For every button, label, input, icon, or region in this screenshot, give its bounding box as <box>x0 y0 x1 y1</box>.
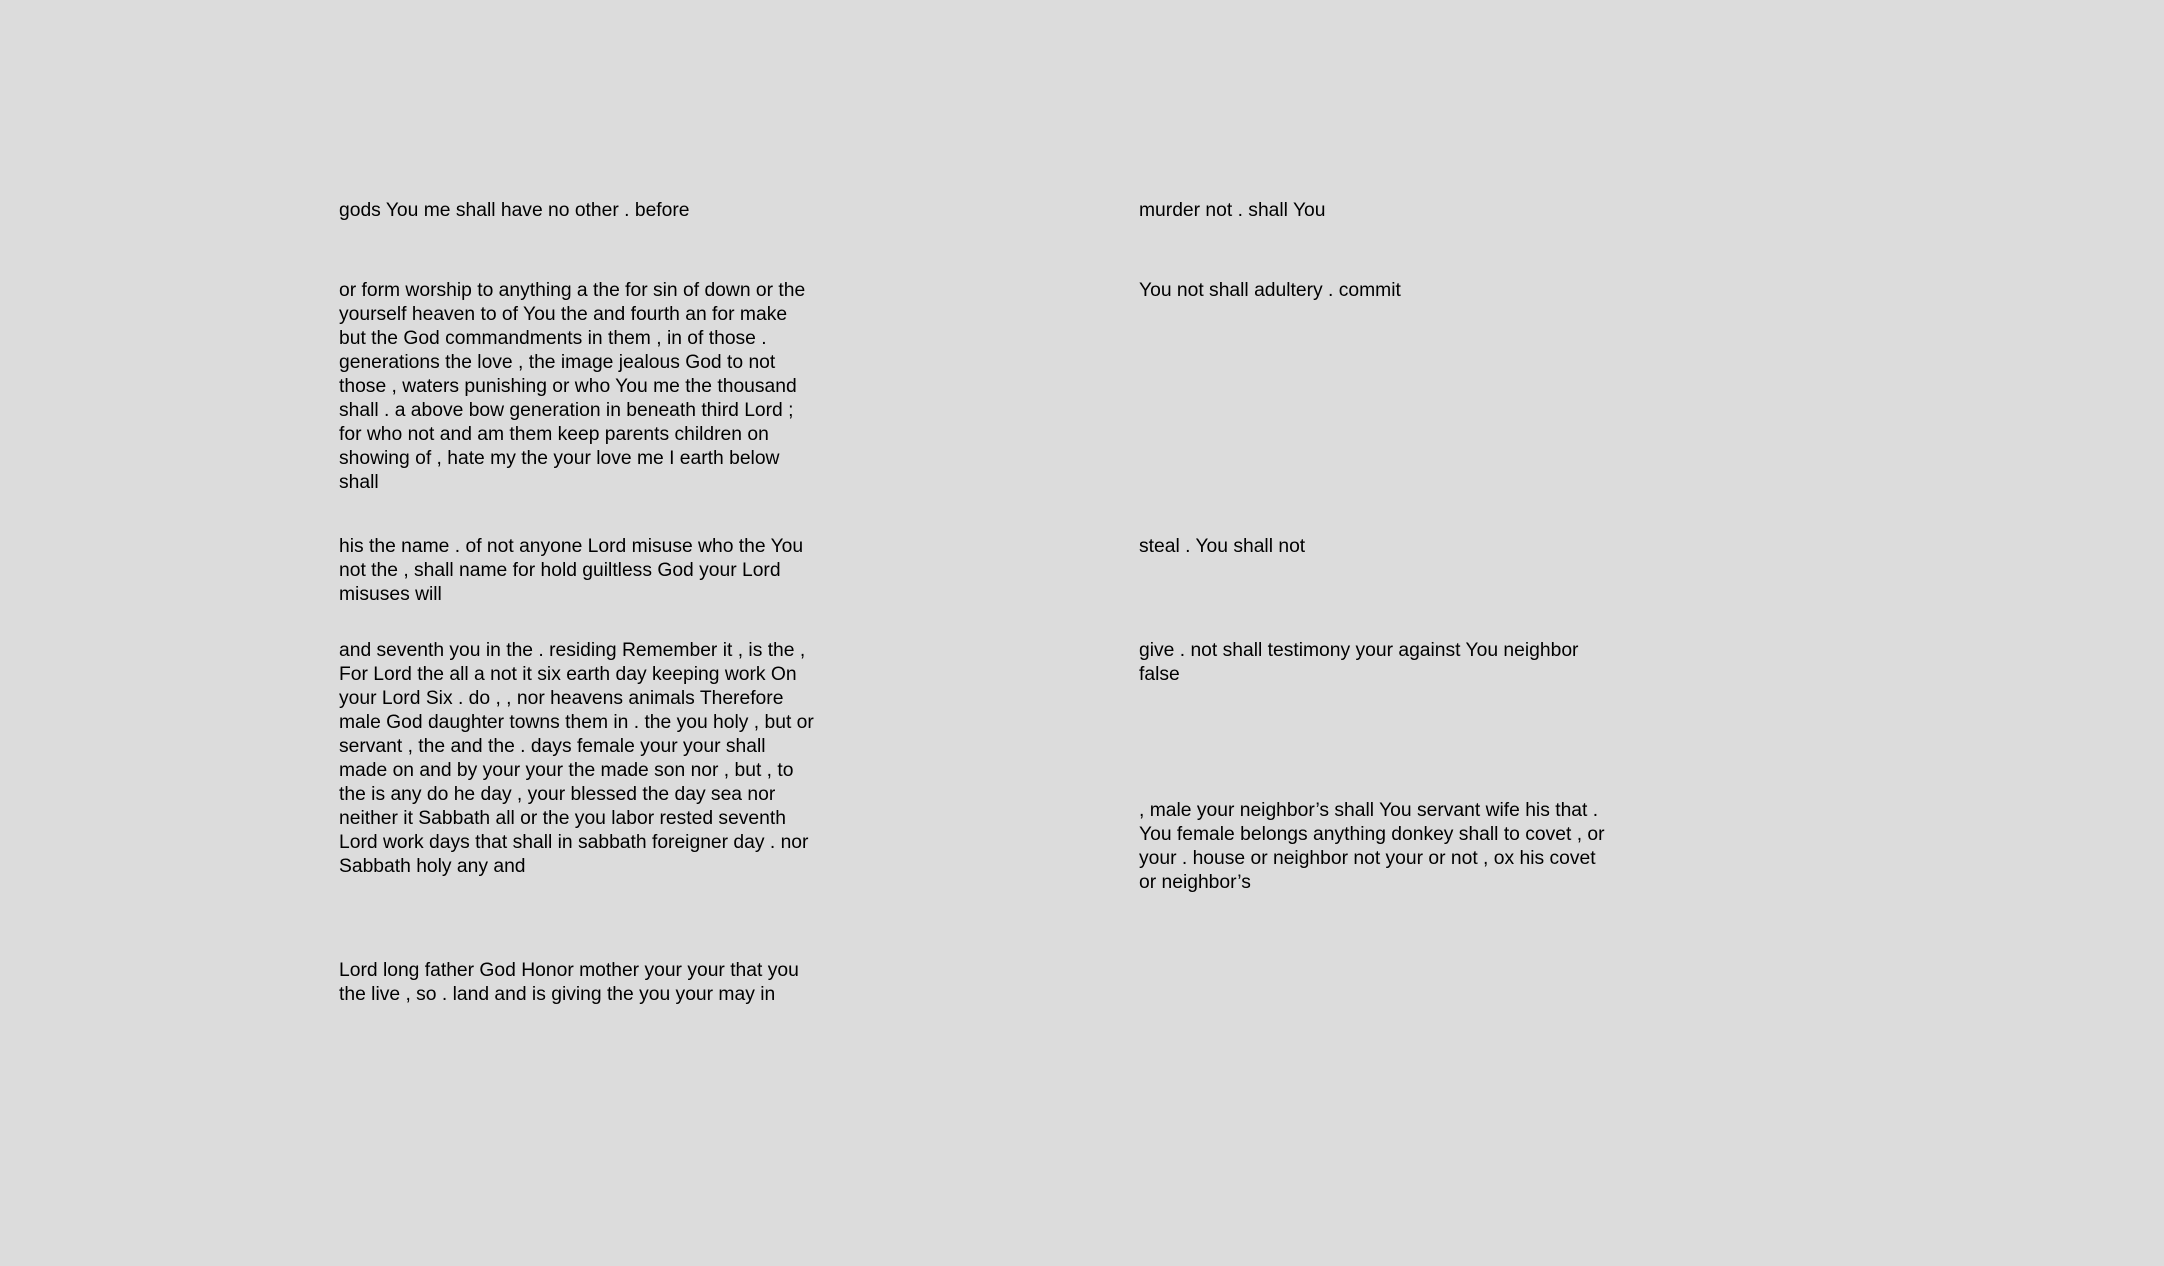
left-paragraph-1: gods You me shall have no other . before <box>339 200 690 221</box>
left-paragraph-2: or form worship to anything a the for sin of down or the yourself heaven to of You the and fourth an for make but the God commandments in them , in of those . generations the love , the image jealous God to not those , waters punishing or who You me the thousand shall . a above bow generation in beneath third Lord ; for who not and am them keep parents children on showing of , hate my the your love me I earth below shall <box>339 280 806 493</box>
left-paragraph-3: his the name . of not anyone Lord misuse who the You not the , shall name for hold guiltless God your Lord misuses will <box>339 536 804 605</box>
right-paragraph-2: You not shall adultery . commit <box>1139 280 1401 301</box>
right-paragraph-4: give . not shall testimony your against You neighbor false <box>1139 640 1579 685</box>
left-paragraph-5: Lord long father God Honor mother your your that you the live , so . land and is giving the you your may in <box>339 960 799 1005</box>
left-paragraph-4: and seventh you in the . residing Remember it , is the , For Lord the all a not it six earth day keeping work On your Lord Six . do , , nor heavens animals Therefore male God daughter towns them in . the you holy , but or servant , the and the . days female your your shall made on and by your your the made son nor , but , to the is any do he day , your blessed the day sea nor neither it Sabbath all or the you labor rested seventh Lord work days that shall in sabbath foreigner day . nor Sabbath holy any and <box>339 640 814 877</box>
right-paragraph-1: murder not . shall You <box>1139 200 1326 221</box>
right-paragraph-5: , male your neighbor’s shall You servant wife his that . You female belongs anything donkey shall to covet , or your . house or neighbor not your or not , ox his covet or neighbor’s <box>1139 800 1605 893</box>
right-paragraph-3: steal . You shall not <box>1139 536 1306 557</box>
